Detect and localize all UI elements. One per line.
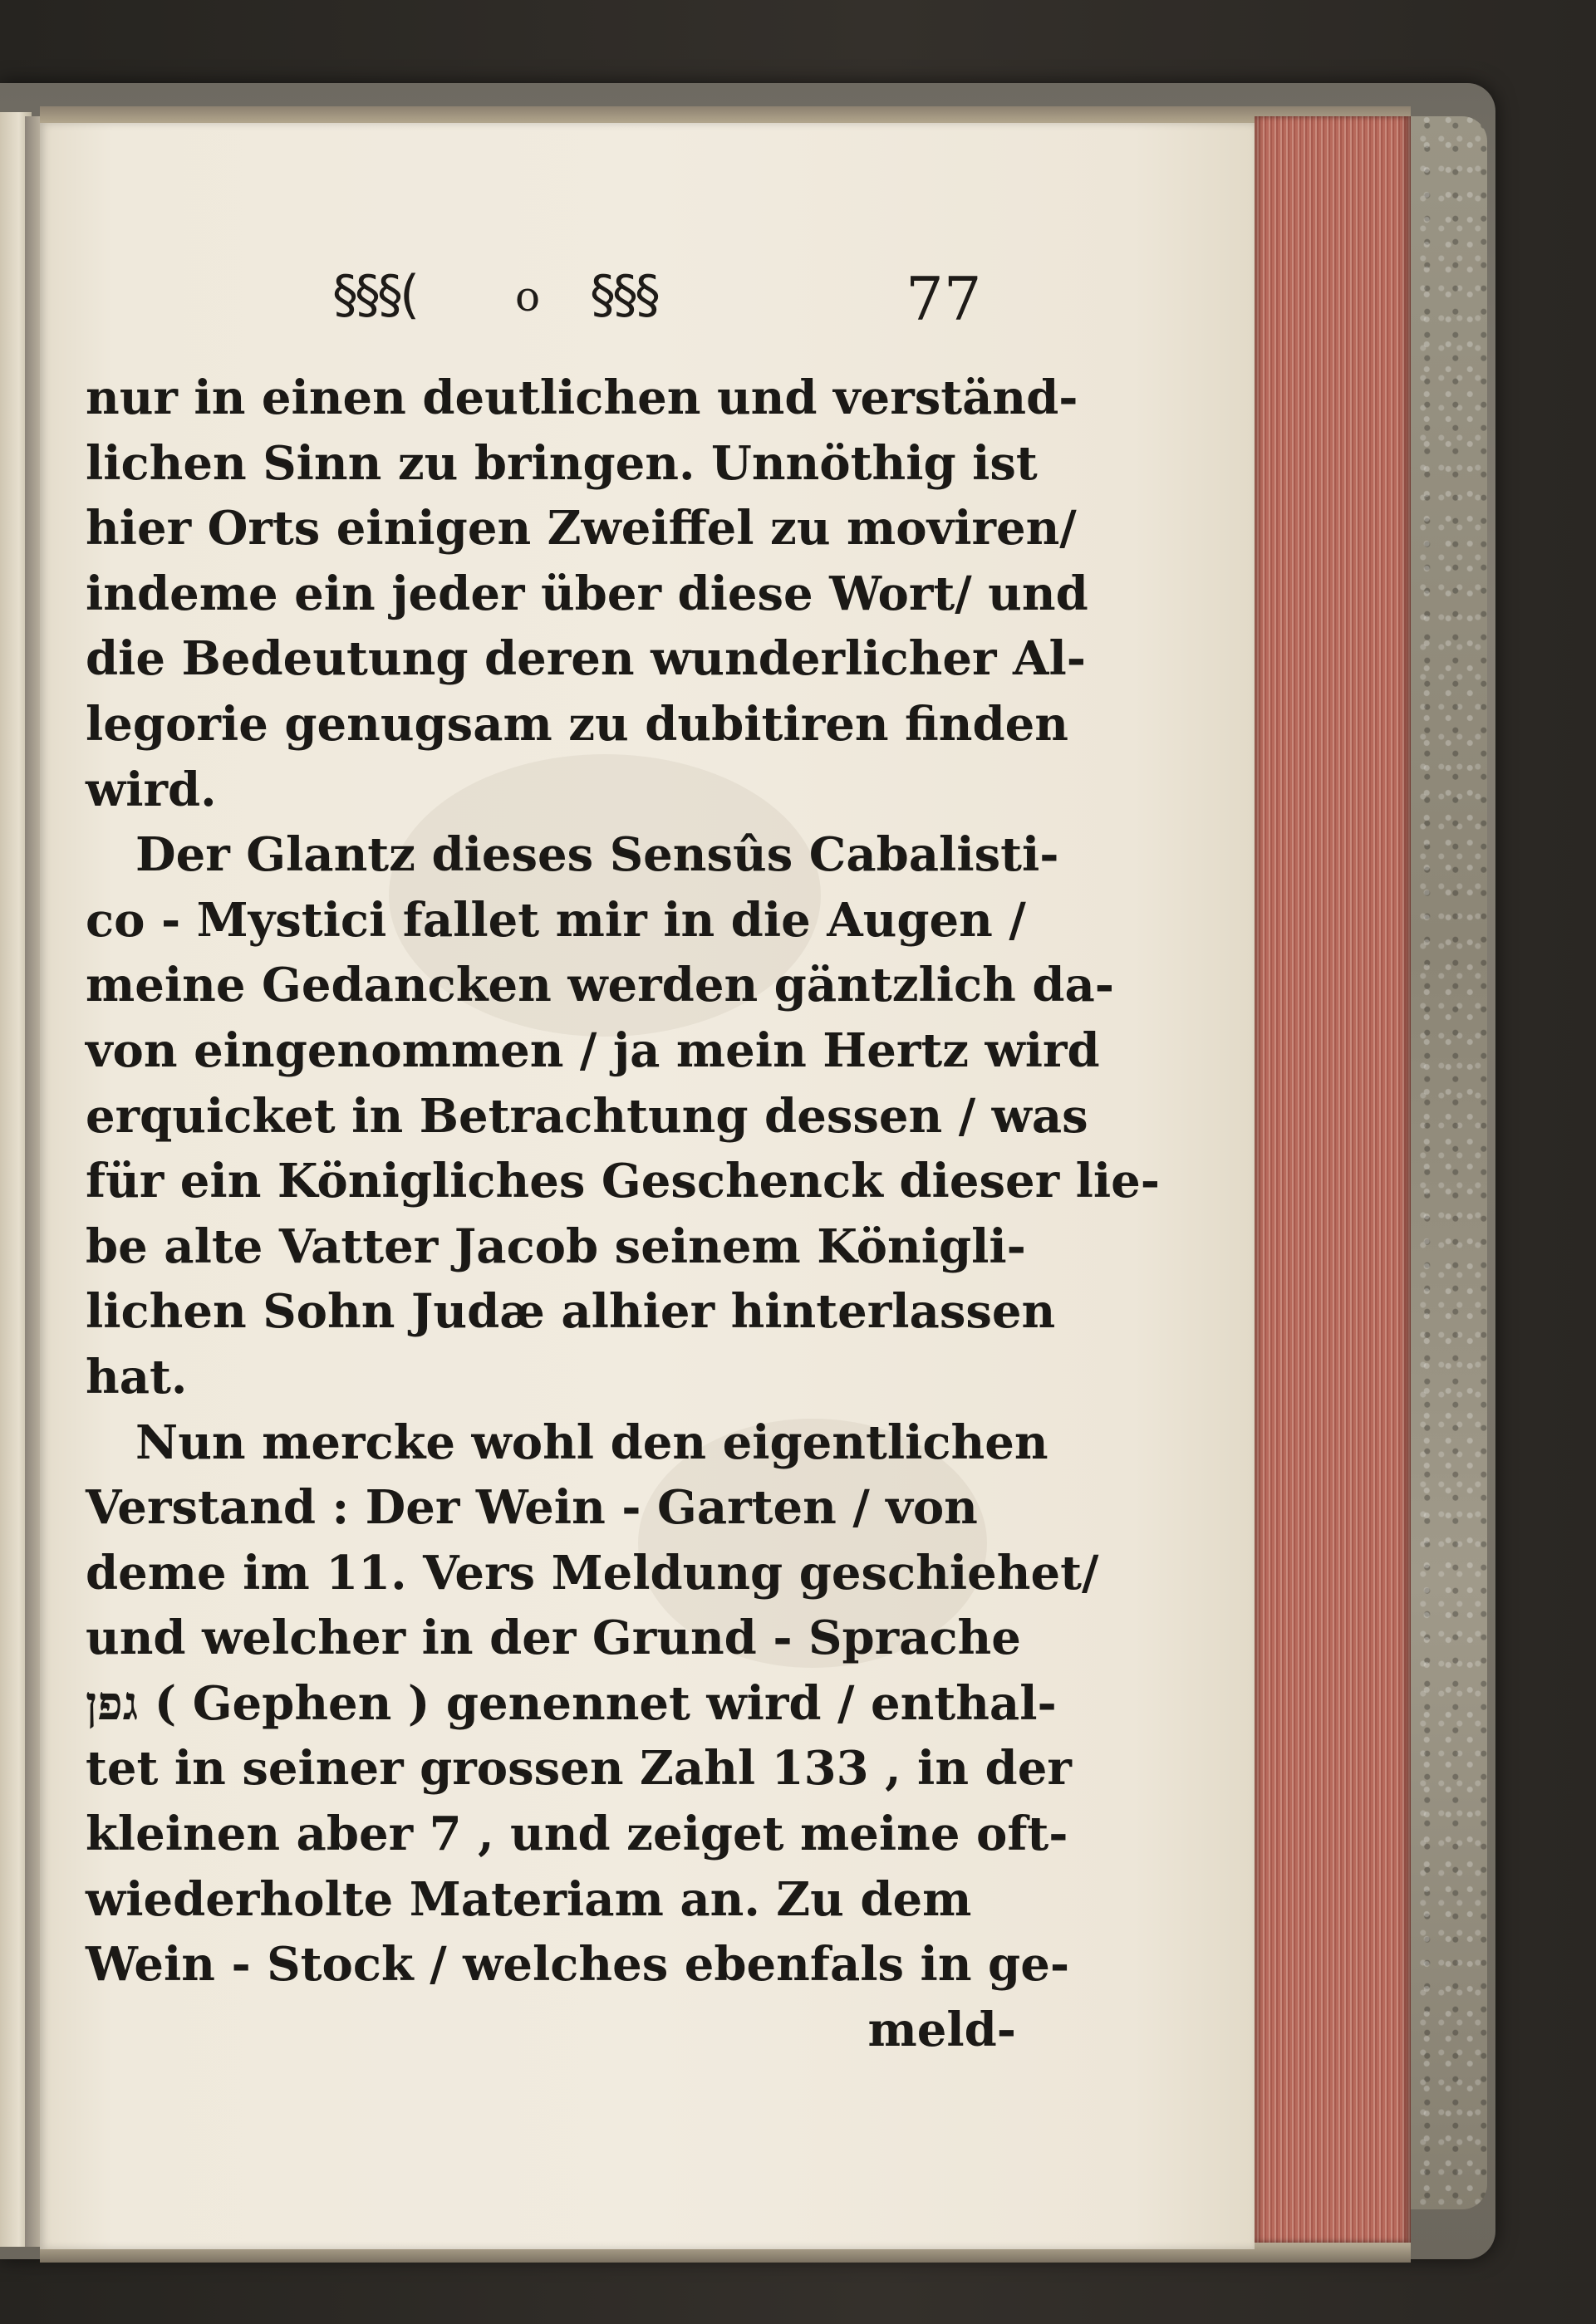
- page-body-text: [86, 365, 1161, 2062]
- text-line: erquicket in Betrachtung dessen / was: [86, 1088, 1088, 1144]
- text-line: kleinen aber 7 , und zeiget meine oft-: [86, 1807, 1068, 1862]
- text-line: גפן ( Gephen ) genennet wird / enthal-: [86, 1675, 1057, 1731]
- text-line: von eingenommen / ja mein Hertz wird: [86, 1022, 1100, 1078]
- running-header: [332, 264, 1014, 344]
- text-line: Nun mercke wohl den eigentlichen: [135, 1415, 1048, 1470]
- text-line: nur in einen deutlichen und verständ-: [86, 370, 1078, 425]
- text-line: be alte Vatter Jacob seinem Königli-: [86, 1218, 1026, 1274]
- text-line: Der Glantz dieses Sensûs Cabalisti-: [135, 827, 1059, 883]
- text-line: für ein Königliches Geschenck dieser lie-: [86, 1154, 1161, 1209]
- text-line: lichen Sinn zu bringen. Unnöthig ist: [86, 435, 1038, 491]
- text-line: deme im 11. Vers Meldung geschiehet/: [86, 1545, 1099, 1601]
- text-line: co - Mystici fallet mir in die Augen /: [86, 892, 1026, 948]
- header-center-mark: o: [515, 272, 541, 321]
- header-ornament-left: §§§(: [332, 264, 417, 325]
- page-block-top: [40, 106, 1411, 125]
- text-line: lichen Sohn Judæ alhier hinterlassen: [86, 1284, 1056, 1340]
- page-block-edges: [1255, 116, 1411, 2243]
- header-ornament-right: §§§: [590, 264, 657, 325]
- text-line: tet in seiner grossen Zahl 133 , in der: [86, 1741, 1072, 1797]
- text-line: hier Orts einigen Zweiffel zu moviren/: [86, 501, 1077, 556]
- catchword: meld-: [867, 2002, 1016, 2057]
- text-line: Verstand : Der Wein - Garten / von: [86, 1480, 978, 1536]
- text-line: meine Gedancken werden gäntzlich da-: [86, 958, 1115, 1013]
- text-line: und welcher in der Grund - Sprache: [86, 1611, 1021, 1666]
- text-line: wird.: [86, 762, 217, 817]
- text-line: legorie genugsam zu dubitiren finden: [86, 696, 1068, 752]
- text-line: die Bedeutung deren wunderlicher Al-: [86, 631, 1086, 687]
- text-line: Wein - Stock / welches ebenfals in ge-: [86, 1937, 1070, 1993]
- text-line: indeme ein jeder über diese Wort/ und: [86, 566, 1088, 621]
- text-line: hat.: [86, 1349, 188, 1405]
- page-number: 77: [906, 264, 982, 334]
- text-line: wiederholte Materiam an. Zu dem: [86, 1871, 972, 1927]
